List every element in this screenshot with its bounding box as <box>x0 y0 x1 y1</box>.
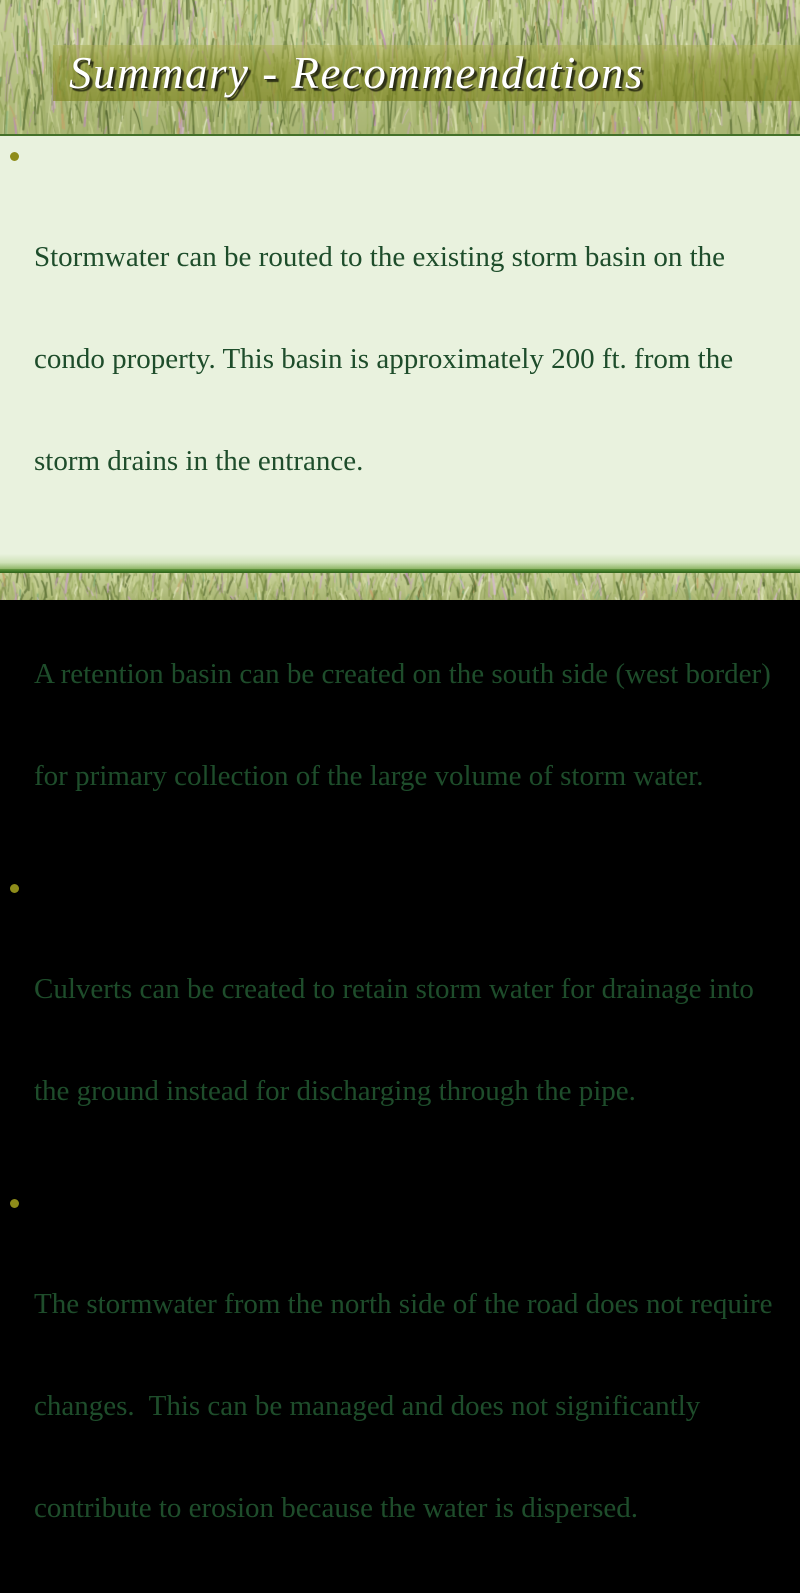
bullet-item <box>0 138 792 546</box>
bullet-list <box>0 138 800 1593</box>
bullet-line: the ground instead for discharging through the pipe. <box>34 1075 636 1107</box>
bullet-line: A retention basin can be created on the south side (west border) <box>34 658 771 690</box>
bullet-line: The stormwater from the north side of the road does not require <box>34 1288 773 1320</box>
content-area <box>0 134 800 1524</box>
bullet-line: Culverts can be created to retain storm water for drainage into <box>34 973 754 1005</box>
bullet-line: condo property. This basin is approximately 200 ft. from the <box>34 343 734 375</box>
bullet-line: for primary collection of the large volume of storm water. <box>34 760 704 792</box>
bullet-line: Stormwater can be routed to the existing storm basin on the <box>34 241 726 273</box>
grass-border-bottom <box>0 573 800 600</box>
bullet-dot-icon <box>10 1199 19 1208</box>
slide-title: Summary - Recommendations <box>69 47 644 98</box>
bullet-item <box>0 1185 792 1593</box>
bullet-dot-icon <box>10 884 19 893</box>
bullet-dot-icon <box>10 152 19 161</box>
bullet-line: storm drains in the entrance. <box>34 445 364 477</box>
bullet-line: contribute to erosion because the water is dispersed. <box>34 1492 638 1524</box>
title-banner <box>53 45 800 101</box>
bullet-item <box>0 870 792 1176</box>
bullet-item <box>0 555 792 861</box>
bullet-line: changes. This can be managed and does not significantly <box>34 1390 701 1422</box>
